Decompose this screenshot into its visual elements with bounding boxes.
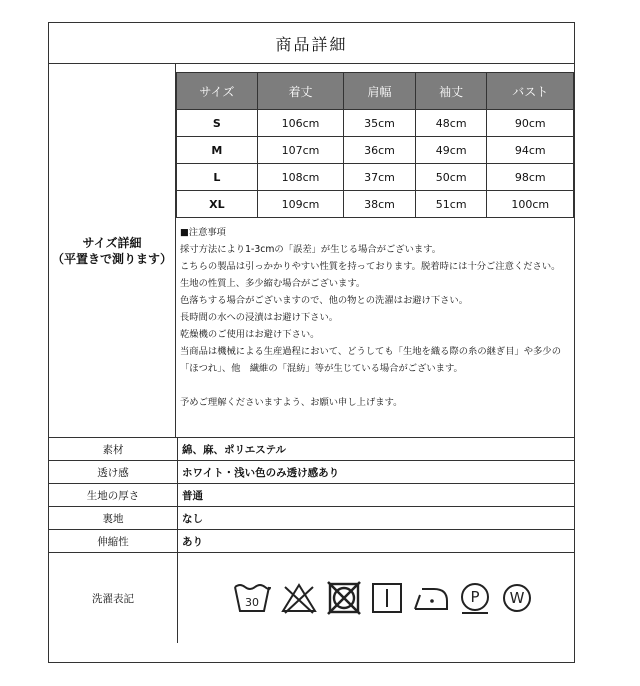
- no-bleach-icon: [280, 581, 318, 615]
- size-table-header: [177, 73, 574, 110]
- table-row: [177, 110, 574, 137]
- spec-row-material: [49, 438, 574, 461]
- note-line: こちらの製品は引っかかりやすい性質を持っております。脱着時には十分ご注意ください。: [180, 261, 561, 272]
- cell-bust: 90cm: [487, 110, 574, 137]
- spec-label: 伸縮性: [49, 530, 178, 552]
- size-section: [49, 64, 574, 438]
- note-line: 乾燥機のご使用はお避け下さい。: [180, 329, 320, 340]
- iron-low-icon: [412, 581, 450, 615]
- header-bust: バスト: [487, 73, 574, 110]
- cell-size: M: [177, 137, 258, 164]
- cell-length: 106cm: [257, 110, 343, 137]
- spec-label: 生地の厚さ: [49, 484, 178, 506]
- cell-bust: 94cm: [487, 137, 574, 164]
- spec-label: 素材: [49, 438, 178, 460]
- care-row: [49, 553, 574, 643]
- table-row: [177, 191, 574, 218]
- no-tumble-dry-icon: [326, 581, 362, 615]
- cell-sleeve: 51cm: [415, 191, 487, 218]
- care-icons: [178, 553, 574, 643]
- note-line: 当商品は機械による生産過程において、どうしても「生地を織る際の糸の継ぎ目」や多少の「ほつれ」、他 繊維の「混紡」等が生じている場合がございます。: [180, 346, 561, 374]
- size-section-label: [49, 64, 176, 437]
- wet-clean-letter: W: [509, 589, 525, 607]
- note-line: 生地の性質上、多少縮む場合がございます。: [180, 278, 366, 289]
- wash-temp-label: 30: [245, 596, 259, 609]
- care-notes: [176, 218, 574, 411]
- spec-label: 透け感: [49, 461, 178, 483]
- table-row: [177, 164, 574, 191]
- note-spacer: [180, 377, 570, 394]
- dry-clean-p-icon: [458, 581, 492, 615]
- notes-heading: ■注意事項: [180, 227, 226, 238]
- cell-length: 107cm: [257, 137, 343, 164]
- product-details-frame: [48, 22, 575, 663]
- cell-bust: 98cm: [487, 164, 574, 191]
- spec-label: 裏地: [49, 507, 178, 529]
- header-shoulder: 肩幅: [344, 73, 416, 110]
- cell-sleeve: 50cm: [415, 164, 487, 191]
- cell-length: 108cm: [257, 164, 343, 191]
- header-size: サイズ: [177, 73, 258, 110]
- cell-bust: 100cm: [487, 191, 574, 218]
- note-closing: 予めご理解くださいますよう、お願い申し上げます。: [180, 397, 403, 408]
- spec-row-sheerness: [49, 461, 574, 484]
- cell-size: S: [177, 110, 258, 137]
- wet-clean-w-icon: [500, 581, 534, 615]
- cell-size: XL: [177, 191, 258, 218]
- note-line: 色落ちする場合がございますので、他の物との洗濯はお避け下さい。: [180, 295, 469, 306]
- note-line: 採寸方法により1-3cmの「誤差」が生じる場合がございます。: [180, 244, 442, 255]
- table-row: [177, 137, 574, 164]
- spec-row-thickness: [49, 484, 574, 507]
- cell-shoulder: 37cm: [344, 164, 416, 191]
- cell-shoulder: 38cm: [344, 191, 416, 218]
- care-label: 洗濯表記: [49, 553, 178, 643]
- spec-value: 綿、麻、ポリエステル: [182, 443, 287, 456]
- dry-clean-letter: P: [470, 588, 480, 606]
- note-line: 長時間の水への浸漬はお避け下さい。: [180, 312, 339, 323]
- spec-row-lining: [49, 507, 574, 530]
- spec-row-stretch: [49, 530, 574, 553]
- size-label-line1: サイズ詳細: [82, 235, 142, 250]
- size-table: [176, 72, 574, 218]
- size-label-line2: （平置きで測ります）: [51, 251, 172, 266]
- line-dry-icon: [370, 581, 404, 615]
- spec-value: ホワイト・浅い色のみ透け感あり: [182, 466, 340, 479]
- spec-value: 普通: [182, 489, 203, 502]
- header-sleeve: 袖丈: [415, 73, 487, 110]
- cell-length: 109cm: [257, 191, 343, 218]
- page-title: 商品詳細: [49, 23, 574, 64]
- size-section-content: [176, 64, 574, 437]
- wash-30-icon: [232, 581, 272, 615]
- header-length: 着丈: [257, 73, 343, 110]
- spec-value: あり: [182, 535, 203, 548]
- cell-shoulder: 35cm: [344, 110, 416, 137]
- cell-sleeve: 48cm: [415, 110, 487, 137]
- cell-shoulder: 36cm: [344, 137, 416, 164]
- spec-value: なし: [182, 512, 203, 525]
- cell-size: L: [177, 164, 258, 191]
- cell-sleeve: 49cm: [415, 137, 487, 164]
